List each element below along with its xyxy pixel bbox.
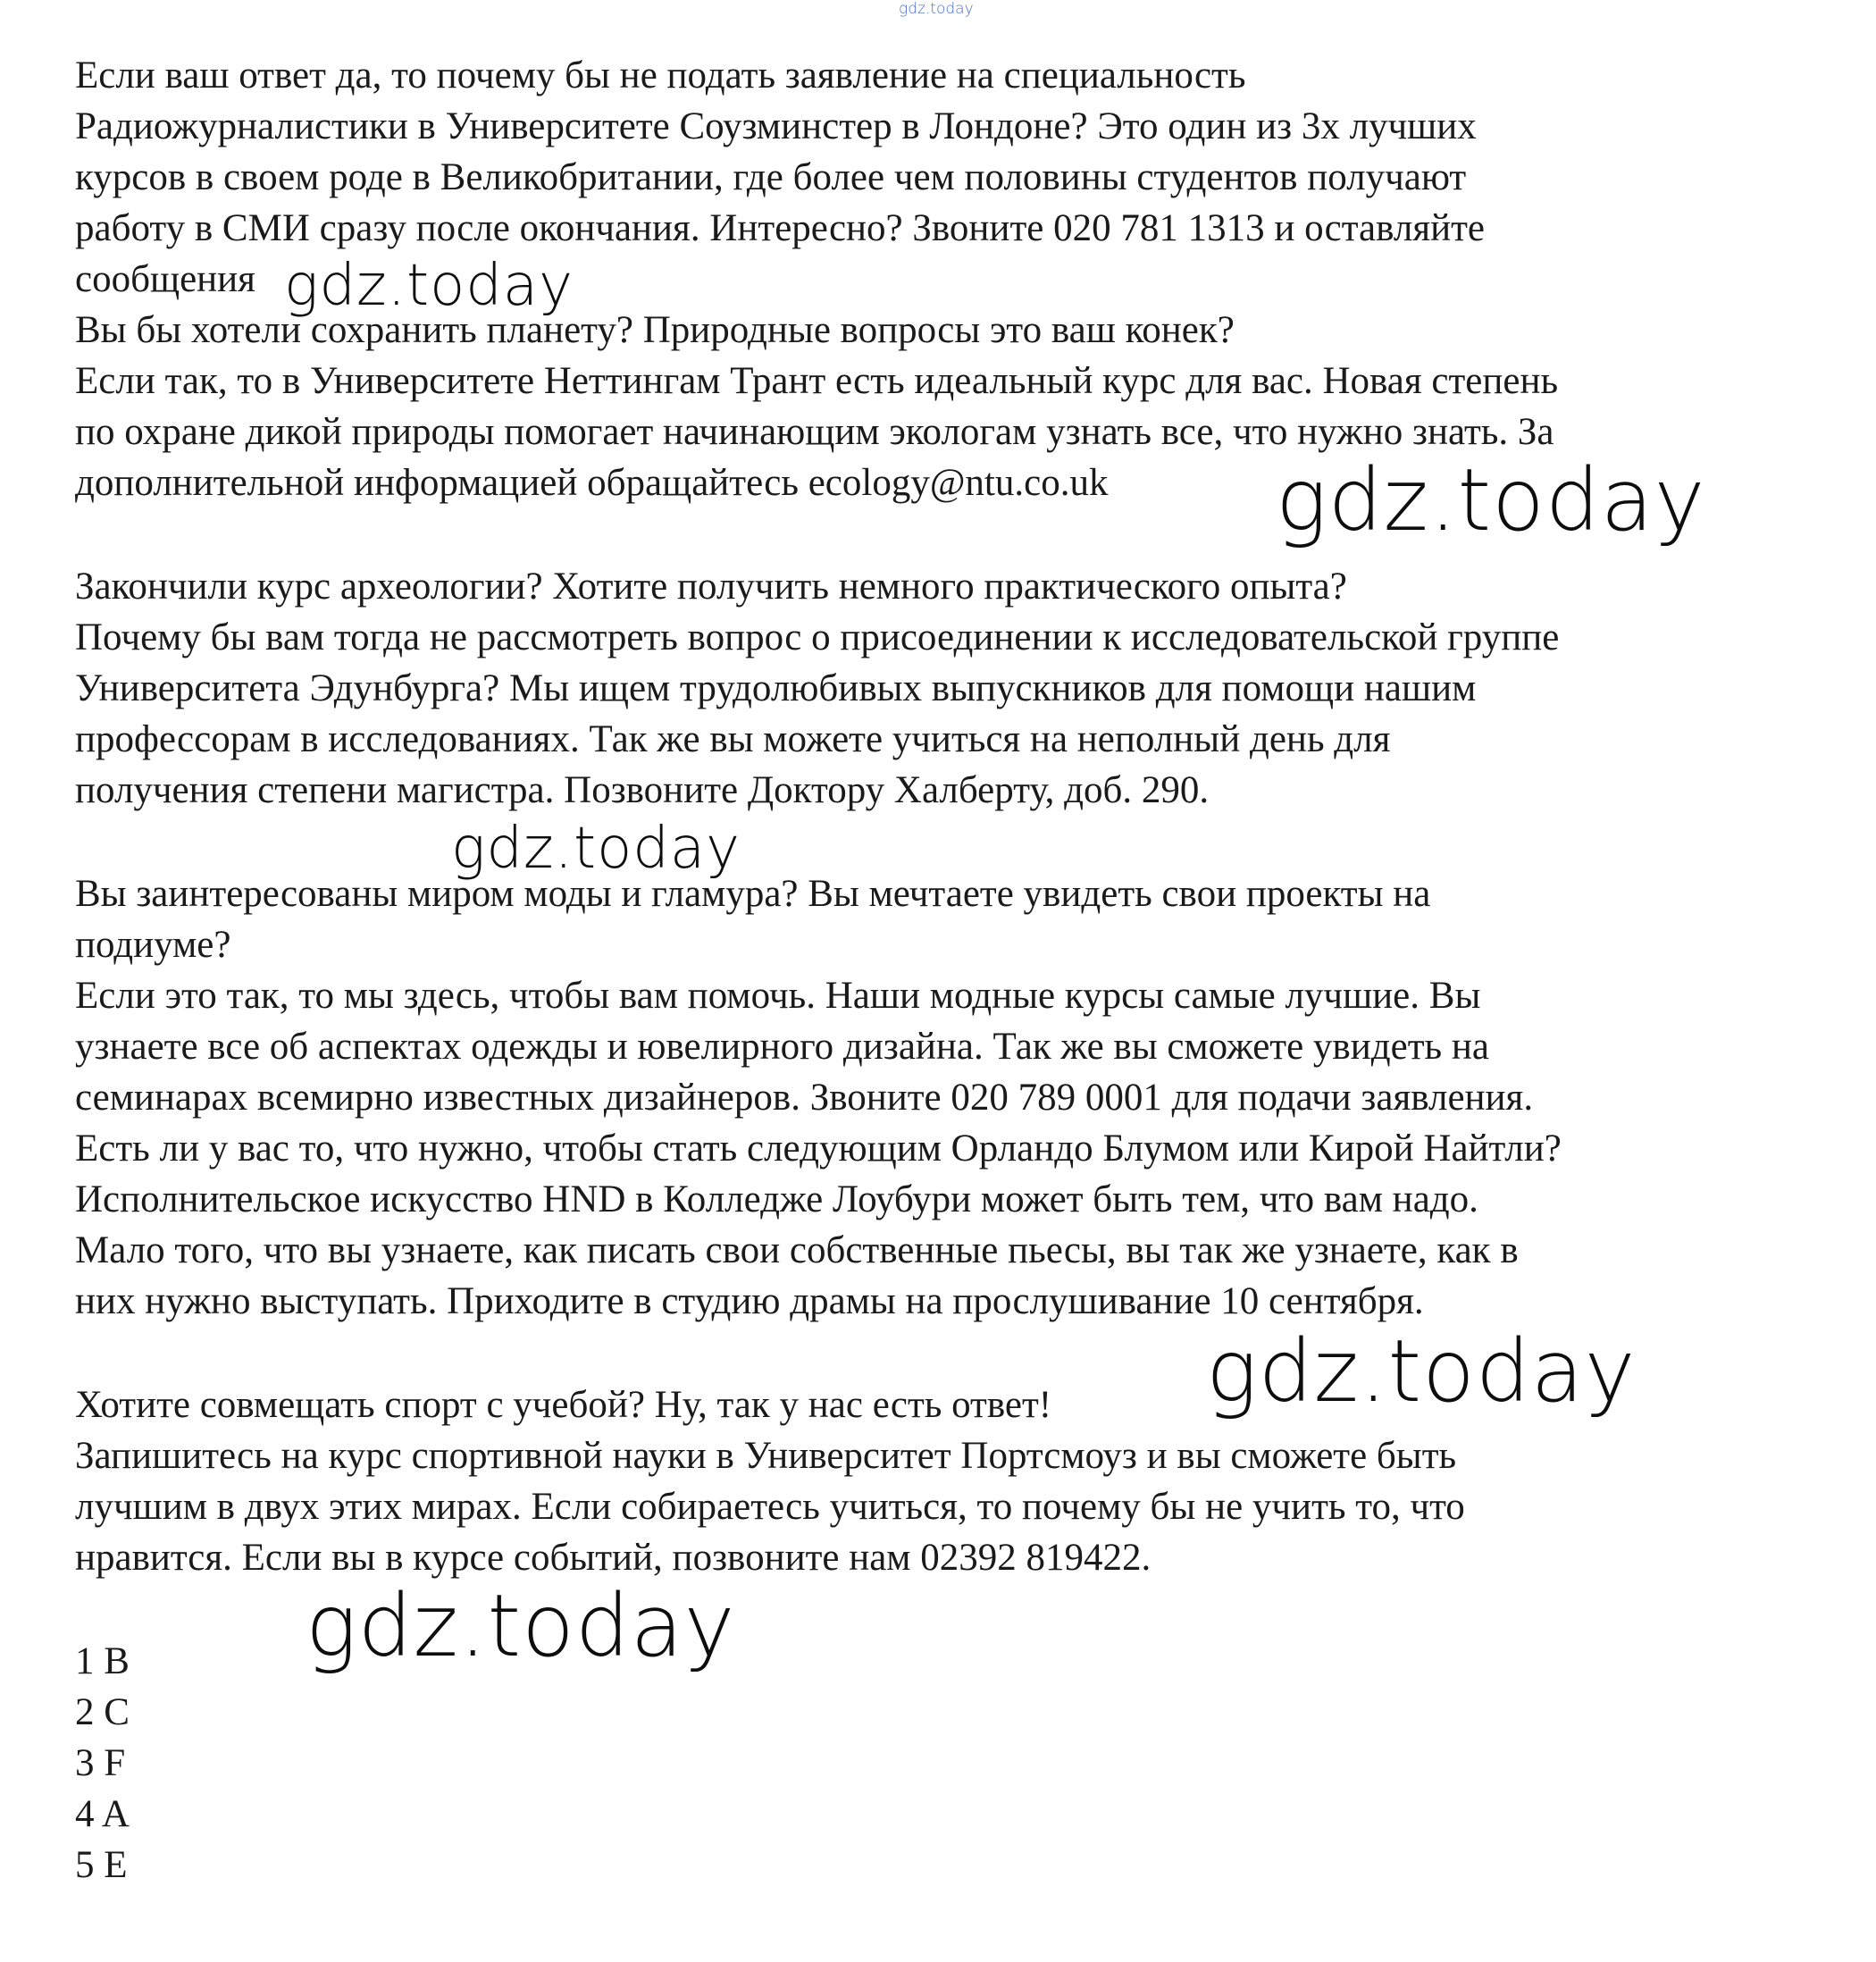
answer-item: 3 F (75, 1742, 126, 1784)
text-line: Исполнительское искусство HND в Колледже Лоубури может быть тем, что вам надо. (75, 1178, 1478, 1220)
answer-item: 2 C (75, 1691, 130, 1733)
text-line: работу в СМИ сразу после окончания. Интересно? Звоните 020 781 1313 и оставляйте (75, 207, 1486, 249)
text-line: них нужно выступать. Приходите в студию драмы на прослушивание 10 сентября. (75, 1280, 1424, 1322)
watermark: gdz.today (451, 816, 741, 882)
text-line: Если ваш ответ да, то почему бы не подать заявление на специальность (75, 54, 1246, 96)
text-line: Почему бы вам тогда не рассмотреть вопрос о присоединении к исследовательской группе (75, 616, 1560, 658)
watermark: gdz.today (1206, 1321, 1637, 1421)
text-line: Хотите совмещать спорт с учебой? Ну, так у нас есть ответ! (75, 1384, 1052, 1426)
text-line: Если это так, то мы здесь, чтобы вам помочь. Наши модные курсы самые лучшие. Вы (75, 975, 1481, 1017)
text-line: нравится. Если вы в курсе событий, позвоните нам 02392 819422. (75, 1537, 1152, 1579)
text-line: подиуме? (75, 924, 231, 966)
watermark: gdz.today (284, 253, 574, 319)
answer-item: 4 A (75, 1793, 130, 1835)
answer-item: 1 B (75, 1640, 130, 1682)
text-line: Университета Эдунбурга? Мы ищем трудолюбивых выпускников для помощи нашим (75, 667, 1477, 709)
text-line: семинарах всемирно известных дизайнеров. Звоните 020 789 0001 для подачи заявления. (75, 1077, 1534, 1119)
text-line: Радиожурналистики в Университете Соузминстер в Лондоне? Это один из 3х лучших (75, 105, 1477, 147)
text-line: профессорам в исследованиях. Так же вы можете учиться на неполный день для (75, 718, 1391, 760)
text-line: Вы бы хотели сохранить планету? Природные вопросы это ваш конек? (75, 309, 1235, 351)
text-line: получения степени магистра. Позвоните Доктору Халберту, доб. 290. (75, 769, 1210, 811)
text-line: по охране дикой природы помогает начинающим экологам узнать все, что нужно знать. За (75, 411, 1554, 453)
watermark: gdz.today (1276, 450, 1706, 550)
text-line: сообщения (75, 258, 255, 300)
text-line: курсов в своем роде в Великобритании, где более чем половины студентов получают (75, 156, 1467, 198)
text-line: Вы заинтересованы миром моды и гламура? Вы мечтаете увидеть свои проекты на (75, 873, 1431, 915)
text-line: Есть ли у вас то, что нужно, чтобы стать следующим Орландо Блумом или Кирой Найтли? (75, 1128, 1562, 1170)
answer-item: 5 E (75, 1844, 128, 1886)
text-line: Закончили курс археологии? Хотите получить немного практического опыта? (75, 566, 1347, 608)
text-line: Мало того, что вы узнаете, как писать свои собственные пьесы, вы так же узнаете, как в (75, 1229, 1519, 1271)
text-line: Если так, то в Университете Неттингам Трант есть идеальный курс для вас. Новая степень (75, 360, 1559, 402)
text-line-email: дополнительной информацией обращайтесь ecology@ntu.co.uk (75, 462, 1109, 504)
watermark-top: gdz.today (899, 0, 974, 18)
text-line: лучшим в двух этих мирах. Если собираетесь учиться, то почему бы не учить то, что (75, 1486, 1465, 1528)
text-line: узнаете все об аспектах одежды и ювелирного дизайна. Так же вы сможете увидеть на (75, 1026, 1489, 1068)
watermark: gdz.today (306, 1576, 736, 1676)
text-line: Запишитесь на курс спортивной науки в Университет Портсмоуз и вы сможете быть (75, 1435, 1457, 1477)
